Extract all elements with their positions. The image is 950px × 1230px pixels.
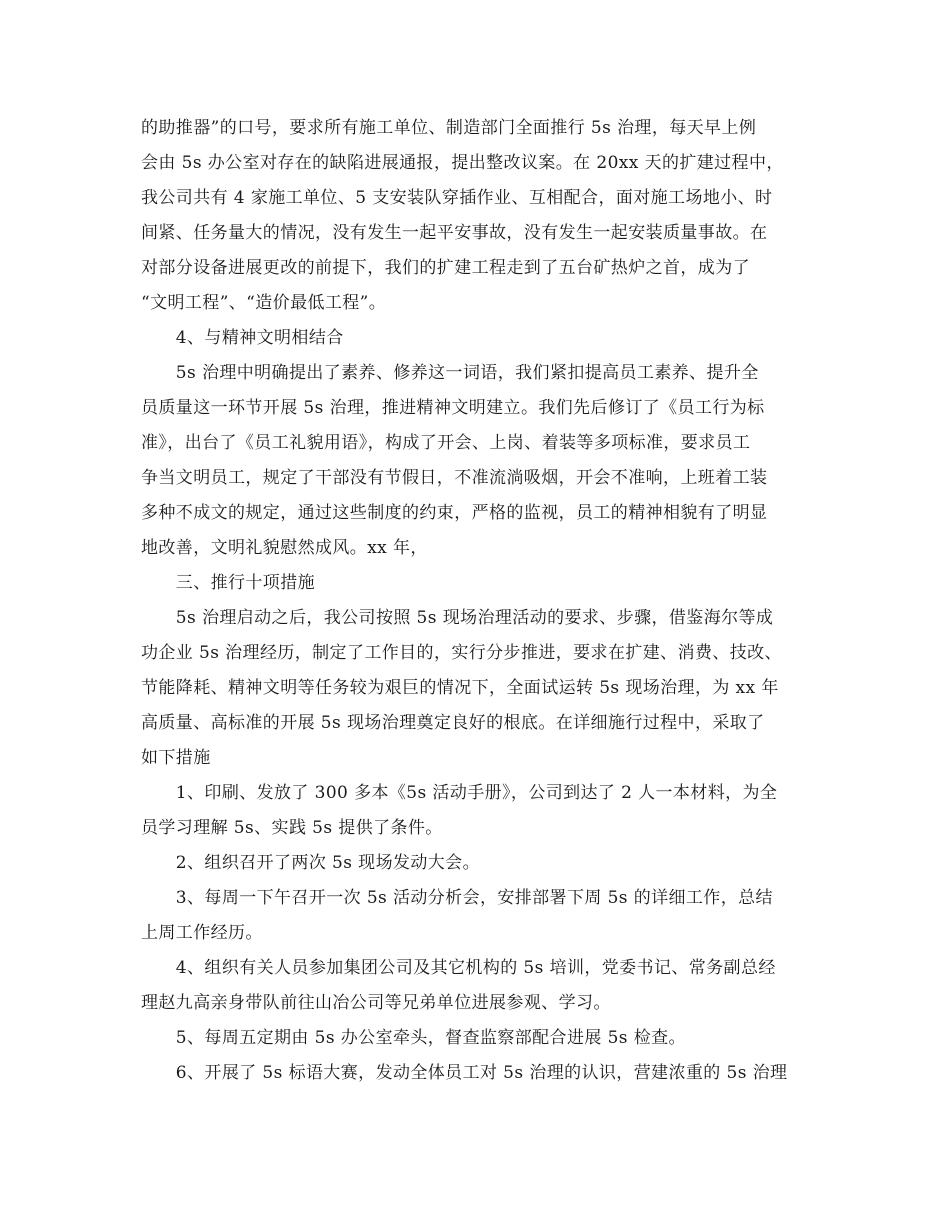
text-line-24: 上周工作经历。 [141,923,263,943]
text-line-19: 如下措施 [141,748,211,768]
list-item-3: 3、每周一下午召开一次 5s 活动分析会，安排部署下周 5s 的详细工作，总结 [141,888,773,908]
text-line-18: 高质量、高标准的开展 5s 现场治理奠定良好的根底。在详细施行过程中，采取了 [141,713,765,733]
text-line-2: 会由 5s 办公室对存在的缺陷进展通报，提出整改议案。在 20xx 天的扩建过程中， [141,153,784,173]
list-item-5: 5、每周五定期由 5s 办公室牵头，督查监察部配合进展 5s 检查。 [141,1028,686,1048]
list-item-4: 4、组织有关人员参加集团公司及其它机构的 5s 培训，党委书记、常务副总经 [141,958,776,978]
text-line-13: 地改善，文明礼貌慰然成风。xx 年， [141,538,428,558]
text-line-16: 功企业 5s 治理经历，制定了工作目的，实行分步推进，要求在扩建、消费、技改、 [141,643,782,663]
section-heading-ten-measures: 三、推行十项措施 [141,573,315,593]
document-body [141,111,821,1091]
list-item-2: 2、组织召开了两次 5s 现场发动大会。 [141,853,480,873]
text-line-5: 对部分设备进展更改的前提下，我们的扩建工程走到了五台矿热炉之首，成为了 [141,258,750,278]
text-line-6: “文明工程”、“造价最低工程”。 [141,293,387,313]
text-line-15: 5s 治理启动之后，我公司按照 5s 现场治理活动的要求、步骤，借鉴海尔等成 [141,608,774,628]
text-line-3: 我公司共有 4 家施工单位、5 支安装队穿插作业、互相配合，面对施工场地小、时 [141,188,773,208]
text-line-10: 准》，出台了《员工礼貌用语》，构成了开会、上岗、着装等多项标准，要求员工 [141,433,751,453]
list-item-6: 6、开展了 5s 标语大赛，发动全体员工对 5s 治理的认识，营建浓重的 5s 治理 [141,1063,788,1083]
text-line-8: 5s 治理中明确提出了素养、修养这一词语，我们紧扣提高员工素养、提升全 [141,363,759,383]
text-line-26: 理赵九高亲身带队前往山冶公司等兄弟单位进展参观、学习。 [141,993,611,1013]
list-item-1: 1、印刷、发放了 300 多本《5s 活动手册》，公司到达了 2 人一本材料，为全 [141,783,778,803]
text-line-1: 的助推器”的口号，要求所有施工单位、制造部门全面推行 5s 治理，每天早上例 [141,118,757,138]
text-line-4: 间紧、任务量大的情况，没有发生一起平安事故，没有发生一起安装质量事故。在 [141,223,768,243]
section-heading-spiritual-civilization: 4、与精神文明相结合 [141,328,344,348]
text-line-12: 多种不成文的规定，通过这些制度的约束，严格的监视，员工的精神相貌有了明显 [141,503,768,523]
text-line-21: 员学习理解 5s、实践 5s 提供了条件。 [141,818,443,838]
text-line-9: 员质量这一环节开展 5s 治理，推进精神文明建立。我们先后修订了《员工行为标 [141,398,765,418]
text-line-17: 节能降耗、精神文明等任务较为艰巨的情况下，全面试运转 5s 现场治理，为 xx 年 [141,678,779,698]
text-line-11: 争当文明员工，规定了干部没有节假日，不准流淌吸烟，开会不准响，上班着工装 [141,468,768,488]
